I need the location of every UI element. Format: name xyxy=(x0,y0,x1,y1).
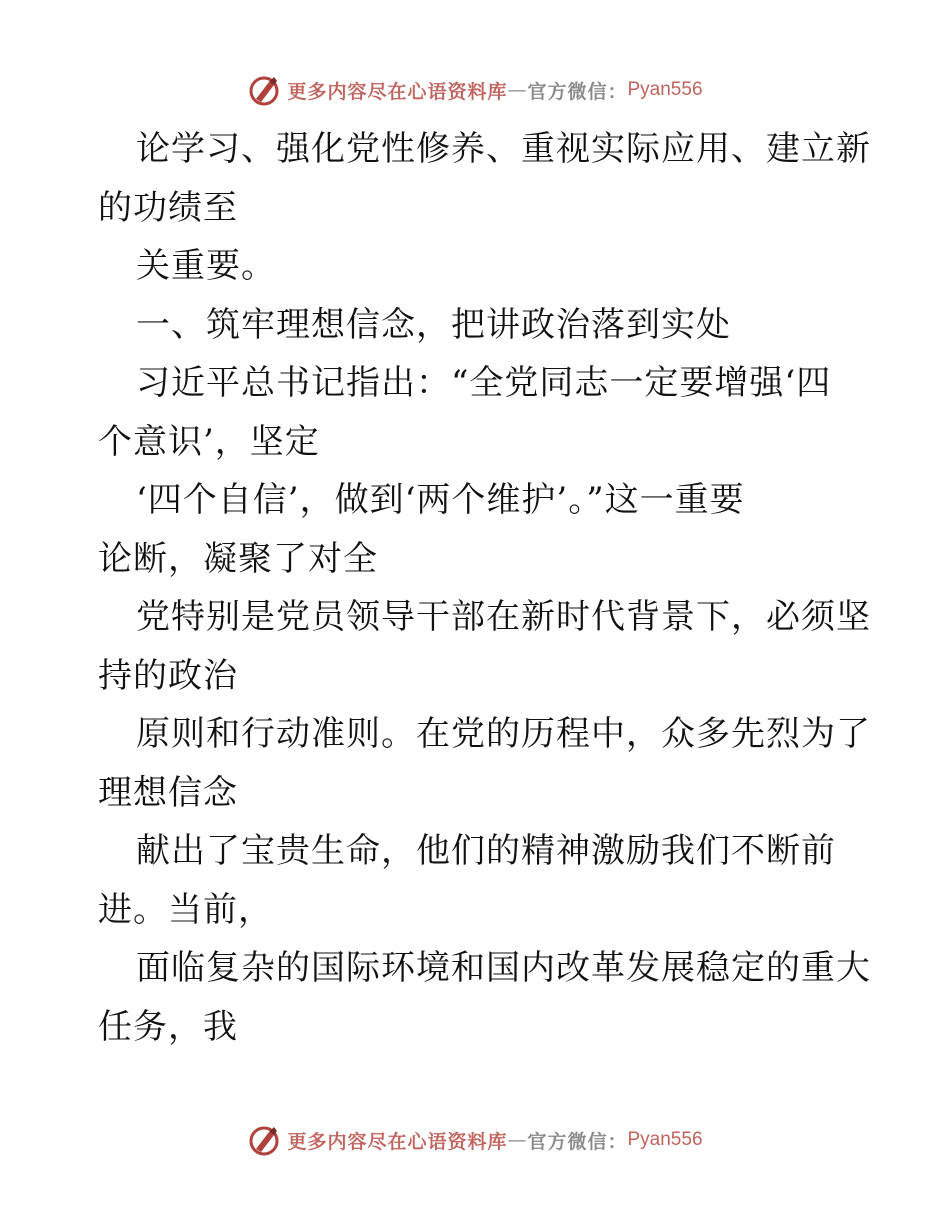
banner-wechat-id: Pyan556 xyxy=(627,79,703,100)
banner-separator: — xyxy=(507,79,528,101)
text-line: 论断，凝聚了对全 xyxy=(98,538,378,579)
text-line: 的功绩至 xyxy=(98,187,238,228)
text-line: 面临复杂的国际环境和国内改革发展稳定的重大 xyxy=(136,948,871,988)
banner-brand: 更多内容尽在心语资料库 xyxy=(287,80,508,103)
header-banner xyxy=(0,70,950,110)
text-line: 原则和行动准则。在党的历程中，众多先烈为了 xyxy=(136,714,871,754)
banner-wechat-id: Pyan556 xyxy=(627,1129,703,1150)
banner-brand: 更多内容尽在心语资料库 xyxy=(287,1130,508,1153)
text-line: ‘四个自信’，做到‘两个维护’。”这一重要 xyxy=(136,480,745,520)
text-line: 个意识’，坚定 xyxy=(98,421,320,462)
pen-logo-icon xyxy=(247,73,281,107)
footer-banner xyxy=(0,1120,950,1160)
text-line: 持的政治 xyxy=(98,655,238,696)
text-line: 任务，我 xyxy=(98,1006,238,1047)
text-line: 献出了宝贵生命，他们的精神激励我们不断前 xyxy=(136,831,836,871)
text-line: 进。当前， xyxy=(98,889,273,930)
text-line: 理想信念 xyxy=(98,772,238,813)
pen-logo-icon xyxy=(247,1123,281,1157)
text-line: 关重要。 xyxy=(136,246,276,286)
text-line: 党特别是党员领导干部在新时代背景下，必须坚 xyxy=(136,597,871,637)
banner-contact-label: 官方微信： xyxy=(527,80,628,103)
text-line: 论学习、强化党性修养、重视实际应用、建立新 xyxy=(136,129,871,169)
banner-separator: — xyxy=(507,1129,528,1151)
document-body xyxy=(98,120,871,1056)
text-line: 习近平总书记指出：“全党同志一定要增强‘四 xyxy=(136,363,832,403)
section-heading: 一、筑牢理想信念，把讲政治落到实处 xyxy=(136,304,731,345)
banner-contact-label: 官方微信： xyxy=(527,1130,628,1153)
